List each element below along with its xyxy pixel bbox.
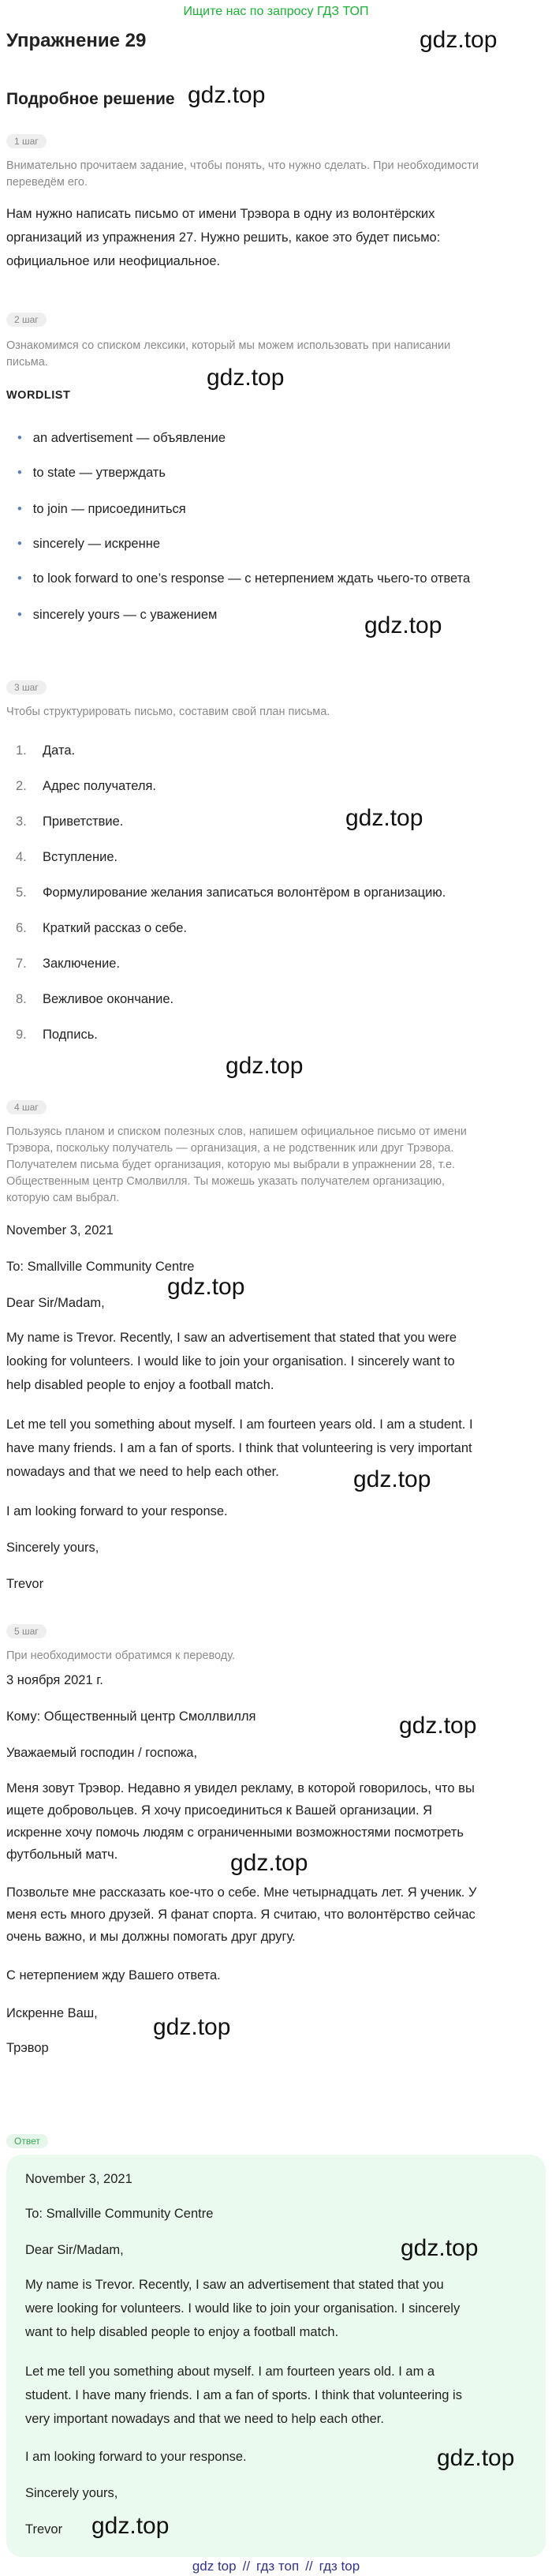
watermark: gdz.top	[353, 1466, 431, 1492]
letter-paragraph: Let me tell you something about myself. I am fourteen years old. I am a student. I have many friends. I am a fan of sports. I think that volunteering is very important nowadays and that we need to help each other.	[6, 1417, 473, 1479]
watermark: gdz.top	[364, 612, 442, 638]
step-1-text: Нам нужно написать письмо от имени Трэвора в одну из волонтёрских организаций из упражнения 27. Нужно решить, какое это будет письмо: официальное или неофициальное.	[6, 207, 441, 268]
letter-closing: С нетерпением жду Вашего ответа.	[6, 1968, 221, 1983]
answer-signoff: Sincerely yours,	[25, 2486, 118, 2500]
watermark: gdz.top	[226, 1053, 304, 1079]
watermark: gdz.top	[91, 2513, 170, 2539]
plan-item: 5. Формулирование желания записаться волонтёром в организацию.	[16, 886, 446, 900]
list-item: • to join — присоединиться	[17, 502, 186, 516]
step-3-hint: Чтобы структурировать письмо, составим свой план письма.	[6, 706, 330, 718]
watermark: gdz.top	[207, 365, 285, 391]
watermark: gdz.top	[153, 2014, 231, 2040]
search-hint-link[interactable]: Ищите нас по запросу ГДЗ ТОП	[183, 5, 369, 18]
letter-paragraph: Меня зовут Трэвор. Недавно я увидел рекламу, в которой говорилось, что вы ищете добровольцев. Я хочу присоединиться к Вашей организации. Я искренне хочу помочь людям с ограниченными возможностями посмотреть футбольный матч.	[6, 1781, 475, 1862]
plan-item: 4. Вступление.	[16, 850, 118, 864]
step-5-hint: При необходимости обратимся к переводу.	[6, 1649, 236, 1662]
watermark: gdz.top	[437, 2445, 515, 2471]
plan-item: 8. Вежливое окончание.	[16, 992, 174, 1006]
step-badge-2: 2 шаг	[6, 313, 47, 327]
plan-item: 6. Краткий рассказ о себе.	[16, 921, 187, 935]
letter-greeting: Dear Sir/Madam,	[6, 1296, 105, 1310]
answer-badge: Ответ	[6, 2134, 48, 2148]
watermark: gdz.top	[167, 1274, 245, 1300]
letter-date: November 3, 2021	[6, 1223, 114, 1237]
letter-paragraph: Позвольте мне рассказать кое-что о себе. Мне четырнадцать лет. Я ученик. У меня есть много друзей. Я фанат спорта. Я считаю, что волонтёрство сейчас очень важно, и мы должны помогать друг другу.	[6, 1885, 477, 1944]
watermark: gdz.top	[230, 1850, 308, 1876]
answer-closing: I am looking forward to your response.	[25, 2450, 247, 2464]
wordlist-heading: WORDLIST	[6, 389, 71, 402]
letter-signoff: Sincerely yours,	[6, 1541, 99, 1555]
answer-signature: Trevor	[25, 2522, 63, 2537]
step-2-hint: Ознакомимся со списком лексики, который мы можем использовать при написании письма.	[6, 339, 451, 369]
answer-paragraph: Let me tell you something about myself. I am fourteen years old. I am a student. I have many friends. I am a fan of sports. I think that volunteering is very important nowadays and that we need to help each other.	[25, 2364, 462, 2426]
list-item: • sincerely — искренне	[17, 537, 160, 551]
plan-item: 9. Подпись.	[16, 1028, 98, 1042]
plan-item: 1. Дата.	[16, 743, 76, 758]
watermark: gdz.top	[345, 805, 423, 831]
step-4-hint: Пользуясь планом и списком полезных слов, напишем официальное письмо от имени Трэвора, поскольку получатель — организация, а не родственник или друг Трэвора. Получателем письма будет организация, которую мы выбрали в упражнении 28, т.е. Общественным центр Смолвилля. Ты можешь указать получателем организацию, которую сам выбрал.	[6, 1125, 467, 1204]
step-badge-3: 3 шаг	[6, 680, 47, 695]
solution-heading: Подробное решение	[6, 90, 175, 108]
watermark: gdz.top	[401, 2235, 479, 2261]
list-item: • an advertisement — объявление	[17, 431, 226, 445]
letter-recipient: Кому: Общественный центр Смоллвилля	[6, 1709, 256, 1724]
footer-link[interactable]: гдз top	[319, 2559, 360, 2574]
footer-link[interactable]: гдз топ	[256, 2559, 300, 2574]
step-badge-1: 1 шаг	[6, 134, 47, 148]
watermark: gdz.top	[399, 1713, 477, 1739]
answer-recipient: To: Smallville Community Centre	[25, 2207, 214, 2221]
answer-paragraph: My name is Trevor. Recently, I saw an advertisement that stated that you were looking for volunteers. I would like to join your organisation. I sincerely want to help disabled people to enjoy a football match.	[25, 2278, 461, 2339]
list-item: • to state — утверждать	[17, 466, 166, 480]
letter-signature: Trevor	[6, 1577, 44, 1591]
letter-recipient: To: Smallville Community Centre	[6, 1260, 195, 1274]
answer-date: November 3, 2021	[25, 2172, 132, 2186]
list-item: • to look forward to one’s response — с нетерпением ждать чьего-то ответа	[17, 571, 471, 586]
watermark: gdz.top	[420, 27, 498, 53]
letter-signoff: Искренне Ваш,	[6, 2006, 98, 2020]
step-badge-4: 4 шаг	[6, 1100, 47, 1114]
plan-item: 7. Заключение.	[16, 957, 121, 971]
footer-separator: //	[305, 2559, 313, 2574]
footer-separator: //	[242, 2559, 251, 2574]
letter-paragraph: My name is Trevor. Recently, I saw an advertisement that stated that you were looking for volunteers. I would like to join your organisation. I sincerely want to help disabled people to enjoy a football match.	[6, 1331, 457, 1392]
page-title: Упражнение 29	[6, 30, 147, 51]
footer-link[interactable]: gdz top	[192, 2559, 237, 2574]
footer-links	[0, 2559, 552, 2574]
plan-item: 3. Приветствие.	[16, 814, 124, 829]
watermark: gdz.top	[188, 82, 266, 108]
answer-greeting: Dear Sir/Madam,	[25, 2243, 124, 2257]
list-item: • sincerely yours — с уважением	[17, 608, 218, 622]
plan-item: 2. Адрес получателя.	[16, 779, 157, 793]
step-badge-5: 5 шаг	[6, 1624, 47, 1638]
letter-greeting: Уважаемый господин / госпожа,	[6, 1746, 198, 1760]
letter-signature: Трэвор	[6, 2041, 49, 2055]
letter-closing: I am looking forward to your response.	[6, 1504, 228, 1518]
step-1-hint: Внимательно прочитаем задание, чтобы понять, что нужно сделать. При необходимости переведём его.	[6, 159, 479, 189]
letter-date: 3 ноября 2021 г.	[6, 1673, 103, 1687]
